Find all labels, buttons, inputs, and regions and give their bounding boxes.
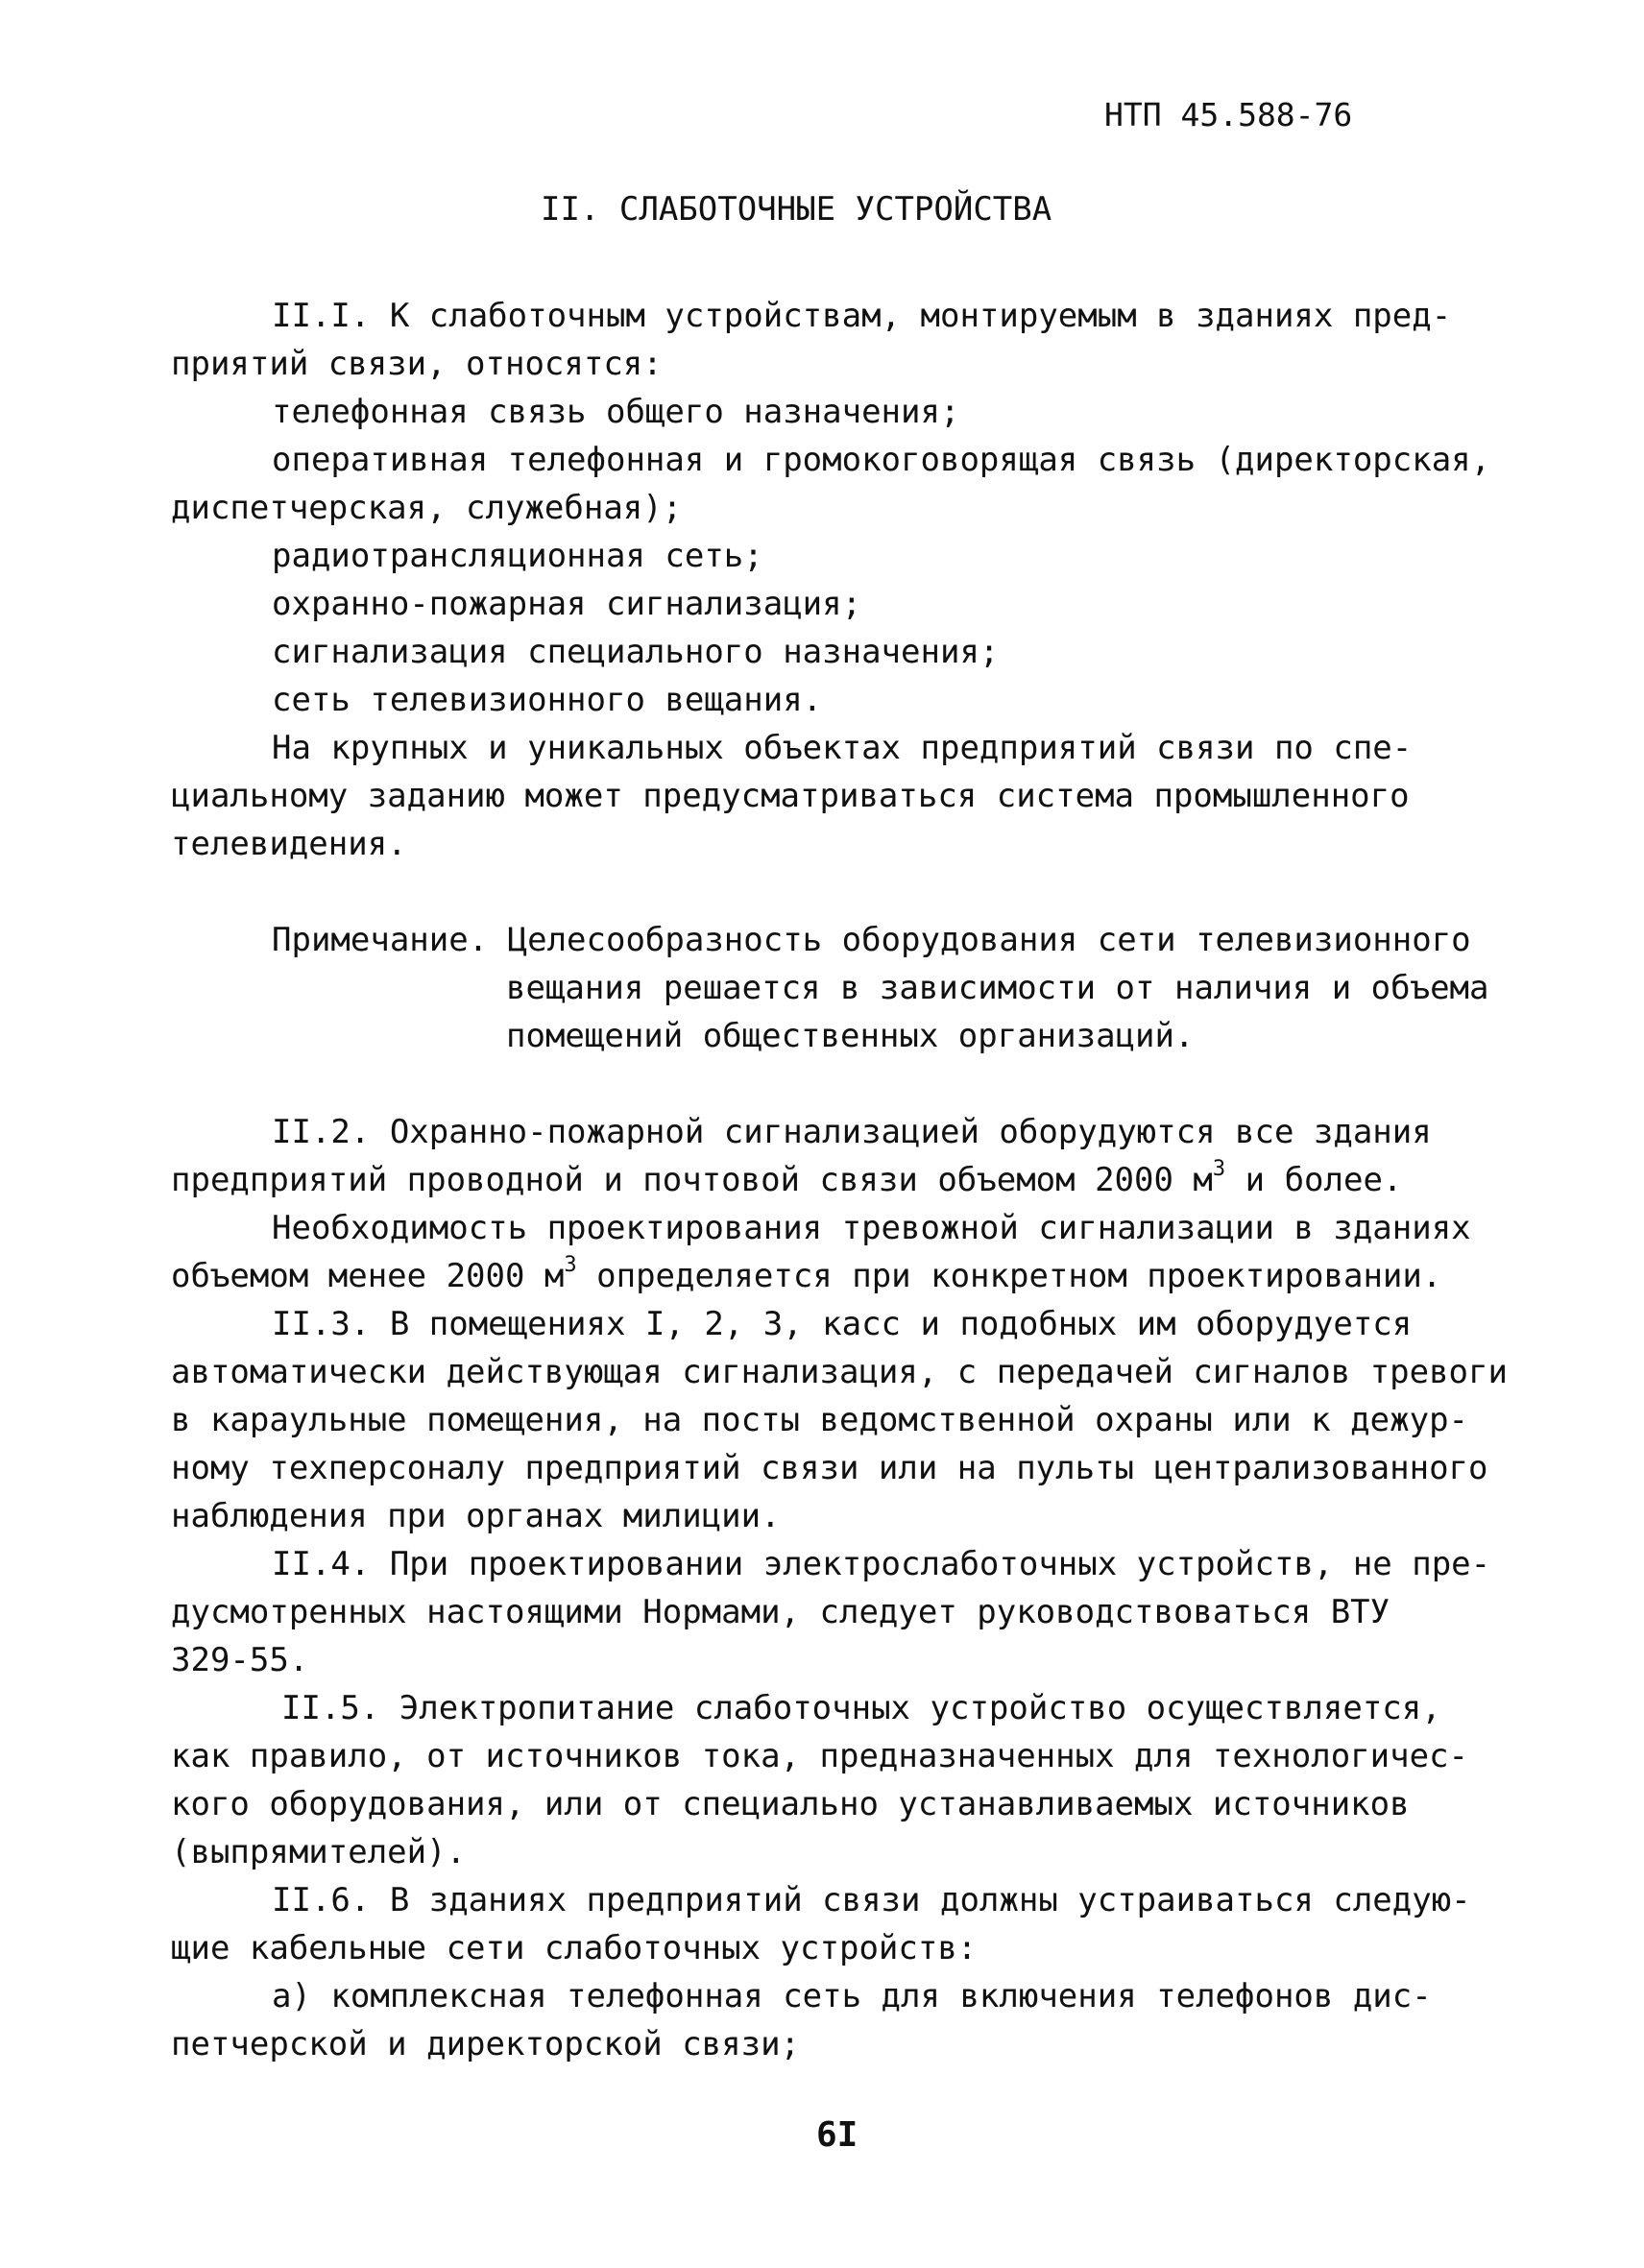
text-fragment: объемом менее 2000 м <box>171 1257 565 1295</box>
text-fragment: определяется при конкретном проектировании. <box>576 1257 1442 1295</box>
page-number: 6I <box>816 2115 858 2155</box>
text-line: автоматически действующая сигнализация, с передачей сигналов тревоги <box>171 1353 1508 1391</box>
text-line: радиотрансляционная сеть; <box>272 537 763 575</box>
text-line: На крупных и уникальных объектах предприятий связи по спе- <box>272 729 1413 767</box>
text-line: ному техперсоналу предприятий связи или на пульты централизованного <box>171 1449 1488 1487</box>
text-line: как правило, от источников тока, предназначенных для технологичес- <box>171 1737 1469 1775</box>
text-line: сеть телевизионного вещания. <box>272 681 823 719</box>
note-line: вещания решается в зависимости от наличия и объема <box>506 969 1489 1007</box>
text-line: охранно-пожарная сигнализация; <box>272 585 862 623</box>
note-line: помещений общественных организаций. <box>506 1017 1195 1055</box>
text-line: II.4. При проектировании электрослаботочных устройств, не пре- <box>272 1545 1491 1583</box>
text-line: II.6. В зданиях предприятий связи должны устраиваться следую- <box>272 1881 1471 1919</box>
text-line: Необходимость проектирования тревожной сигнализации в зданиях <box>272 1209 1471 1247</box>
text-line: диспетчерская, служебная); <box>171 489 683 527</box>
text-fragment: предприятий проводной и почтовой связи объемом 2000 м <box>171 1161 1213 1199</box>
superscript: 3 <box>564 1253 577 1277</box>
text-line <box>171 1157 1403 1199</box>
text-line: приятий связи, относятся: <box>171 345 663 383</box>
text-line: II.2. Охранно-пожарной сигнализацией оборудуются все здания <box>272 1113 1432 1151</box>
text-line: II.5. Электропитание слаботочных устройство осуществляется, <box>281 1689 1441 1727</box>
text-line: наблюдения при органах милиции. <box>171 1497 781 1535</box>
text-line: циальному заданию может предусматриваться система промышленного <box>171 777 1410 815</box>
text-line <box>171 1253 1442 1295</box>
text-line: 329-55. <box>171 1641 309 1679</box>
text-fragment: и более. <box>1225 1161 1403 1199</box>
text-line: II.I. К слаботочным устройствам, монтируемым в зданиях пред- <box>272 297 1452 335</box>
text-line: II.3. В помещениях I, 2, 3, касс и подобных им оборудуется <box>272 1305 1413 1343</box>
note-line: Примечание. Целесообразность оборудования сети телевизионного <box>272 921 1471 959</box>
text-line: телефонная связь общего назначения; <box>272 393 960 431</box>
text-line: телевидения. <box>171 825 407 863</box>
text-line: (выпрямителей). <box>171 1833 467 1871</box>
text-line: кого оборудования, или от специально устанавливаемых источников <box>171 1785 1410 1823</box>
text-line: сигнализация специального назначения; <box>272 633 1000 671</box>
document-code: НТП 45.588-76 <box>1104 96 1353 133</box>
text-line: щие кабельные сети слаботочных устройств: <box>171 1929 978 1967</box>
text-line: оперативная телефонная и громокоговорящая связь (директорская, <box>272 441 1491 479</box>
text-line: дусмотренных настоящими Нормами, следует руководствоваться ВТУ <box>171 1593 1390 1631</box>
text-line: петчерской и директорской связи; <box>171 2025 801 2063</box>
section-title: II. СЛАБОТОЧНЫЕ УСТРОЙСТВА <box>541 190 1052 229</box>
text-line: в караульные помещения, на посты ведомственной охраны или к дежур- <box>171 1401 1469 1439</box>
superscript: 3 <box>1212 1157 1226 1181</box>
text-line: а) комплексная телефонная сеть для включения телефонов дис- <box>272 1977 1432 2015</box>
